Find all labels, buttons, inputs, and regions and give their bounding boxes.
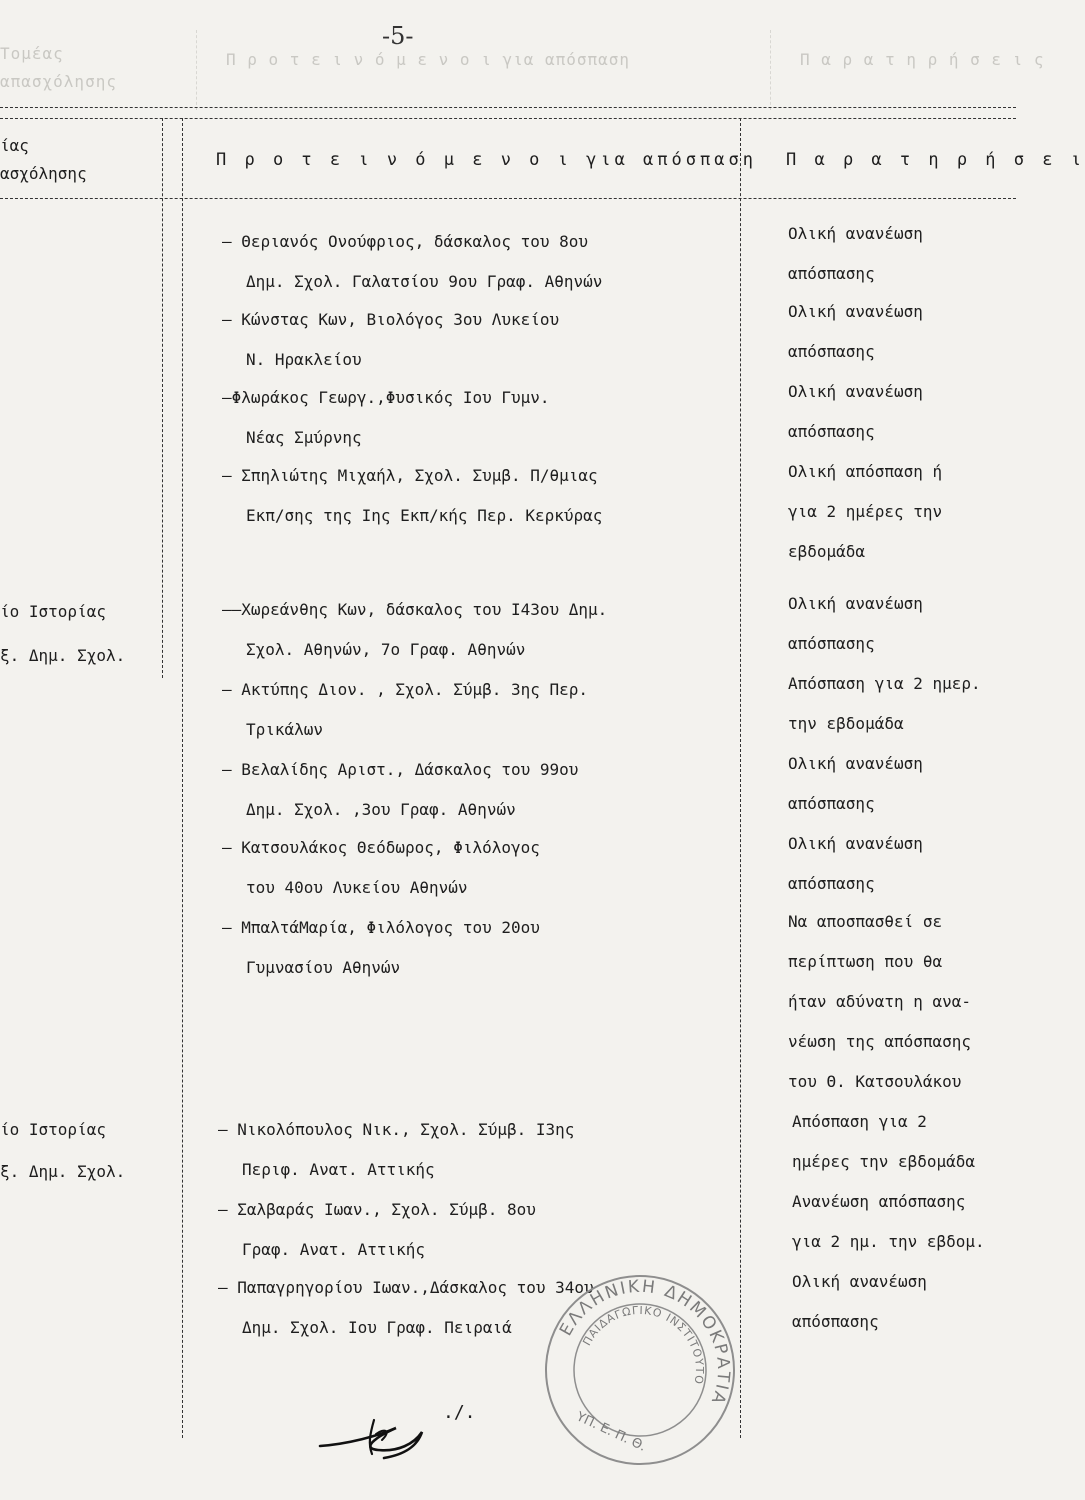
ghost-header-col3: Π α ρ α τ η ρ ή σ ε ι ς xyxy=(800,50,1045,69)
stamp-top-text: ΕΛΛΗΝΙΚΗ ΔΗΜΟΚΡΑΤΙΑ xyxy=(555,1276,734,1409)
stamp-inner-text: ΠΑΙΔΑΓΩΓΙΚΟ ΙΝΣΤΙΤΟΥΤΟ xyxy=(580,1303,707,1386)
remark: Ολική απόσπαση ή για 2 ημέρες την εβδομάδα xyxy=(788,462,943,561)
column-divider-right xyxy=(740,118,741,1438)
header-col3: Π α ρ α τ η ρ ή σ ε ι xyxy=(786,150,1085,170)
remark: Να αποσπασθεί σε περίπτωση που θα ήταν αδύνατη η ανα- νέωση της απόσπασης του Θ. Κατσουλάκου xyxy=(788,912,972,1091)
remark: Απόσπαση για 2 ημερ. την εβδομάδα xyxy=(788,674,981,733)
list-item: – Κώνστας Κων, Βιολόγος 3ου Λυκείου Ν. Ηρακλείου xyxy=(222,310,560,369)
page-number: -5- xyxy=(382,22,414,50)
ghost-header-col2: Π ρ ο τ ε ι ν ό μ ε ν ο ι για απόσπαση xyxy=(226,50,631,69)
list-item: – Κατσουλάκος Θεόδωρος, Φιλόλογος του 40ου Λυκείου Αθηνών xyxy=(222,838,540,897)
table-top-rule xyxy=(0,118,1016,119)
ghost-divider xyxy=(770,30,771,110)
list-item: – Νικολόπουλος Νικ., Σχολ. Σύμβ. Ι3ης Περιφ. Ανατ. Αττικής xyxy=(218,1120,575,1179)
table-top-rule xyxy=(0,107,1016,108)
table-header-rule xyxy=(0,198,1016,199)
remark: Ολική ανανέωση απόσπασης xyxy=(788,754,923,813)
stamp-bottom-text: ΥΠ. Ε. Π. Θ. xyxy=(573,1409,649,1455)
list-item: – Ακτύπης Διον. , Σχολ. Σύμβ. 3ης Περ. Τρικάλων xyxy=(222,680,589,739)
list-item: ––Χωρεάνθης Κων, δάσκαλος του Ι43ου Δημ. Σχολ. Αθηνών, 7ο Γραφ. Αθηνών xyxy=(222,600,608,659)
side-label: ίο Ιστορίας xyxy=(0,1120,106,1139)
remark: Ολική ανανέωση απόσπασης xyxy=(788,594,923,653)
official-stamp xyxy=(540,1270,740,1474)
list-item: – Σπηλιώτης Μιχαήλ, Σχολ. Συμβ. Π/θμιας Εκπ/σης της Ιης Εκπ/κής Περ. Κερκύρας xyxy=(222,466,603,525)
column-divider-left xyxy=(162,118,163,678)
remark: Ολική ανανέωση απόσπασης xyxy=(788,302,923,361)
list-item: – Σαλβαράς Ιωαν., Σχολ. Σύμβ. 8ου Γραφ. Ανατ. Αττικής xyxy=(218,1200,536,1259)
header-col1-line1: ίας xyxy=(0,136,29,155)
column-divider-middle xyxy=(182,118,183,1438)
remark: Ολική ανανέωση απόσπασης xyxy=(788,382,923,441)
remark: Ολική ανανέωση απόσπασης xyxy=(792,1272,927,1331)
list-item: – Βελαλίδης Αριστ., Δάσκαλος του 99ου Δημ. Σχολ. ,3ου Γραφ. Αθηνών xyxy=(222,760,579,819)
list-item: –Φλωράκος Γεωργ.,Φυσικός Ιου Γυμν. Νέας Σμύρνης xyxy=(222,388,550,447)
ghost-header-col1-line2: απασχόλησης xyxy=(0,72,117,91)
remark: Απόσπαση για 2 ημέρες την εβδομάδα xyxy=(792,1112,976,1171)
ghost-header-col1-line1: Τομέας xyxy=(0,44,64,63)
remark: Ολική ανανέωση απόσπασης xyxy=(788,834,923,893)
handwritten-signature-icon xyxy=(318,1414,438,1468)
list-item: – ΜπαλτάΜαρία, Φιλόλογος του 20ου Γυμνασίου Αθηνών xyxy=(222,918,540,977)
side-label: ξ. Δημ. Σχολ. xyxy=(0,646,126,665)
header-col2: Π ρ ο τ ε ι ν ό μ ε ν ο ι για απόσπαση xyxy=(216,150,757,170)
side-label: ξ. Δημ. Σχολ. xyxy=(0,1162,126,1181)
side-label: ίο Ιστορίας xyxy=(0,602,106,621)
remark: Ολική ανανέωση απόσπασης xyxy=(788,224,923,283)
list-item: – Θεριανός Ονούφριος, δάσκαλος του 8ου Δημ. Σχολ. Γαλατσίου 9ου Γραφ. Αθηνών xyxy=(222,232,603,291)
end-mark: ./. xyxy=(443,1402,476,1423)
header-col1-line2: ασχόλησης xyxy=(0,164,87,183)
remark: Ανανέωση απόσπασης για 2 ημ. την εβδομ. xyxy=(792,1192,985,1251)
ghost-divider xyxy=(196,30,197,110)
list-item: – Παπαγρηγορίου Ιωαν.,Δάσκαλος του 34ου Δημ. Σχολ. Ιου Γραφ. Πειραιά xyxy=(218,1278,594,1337)
